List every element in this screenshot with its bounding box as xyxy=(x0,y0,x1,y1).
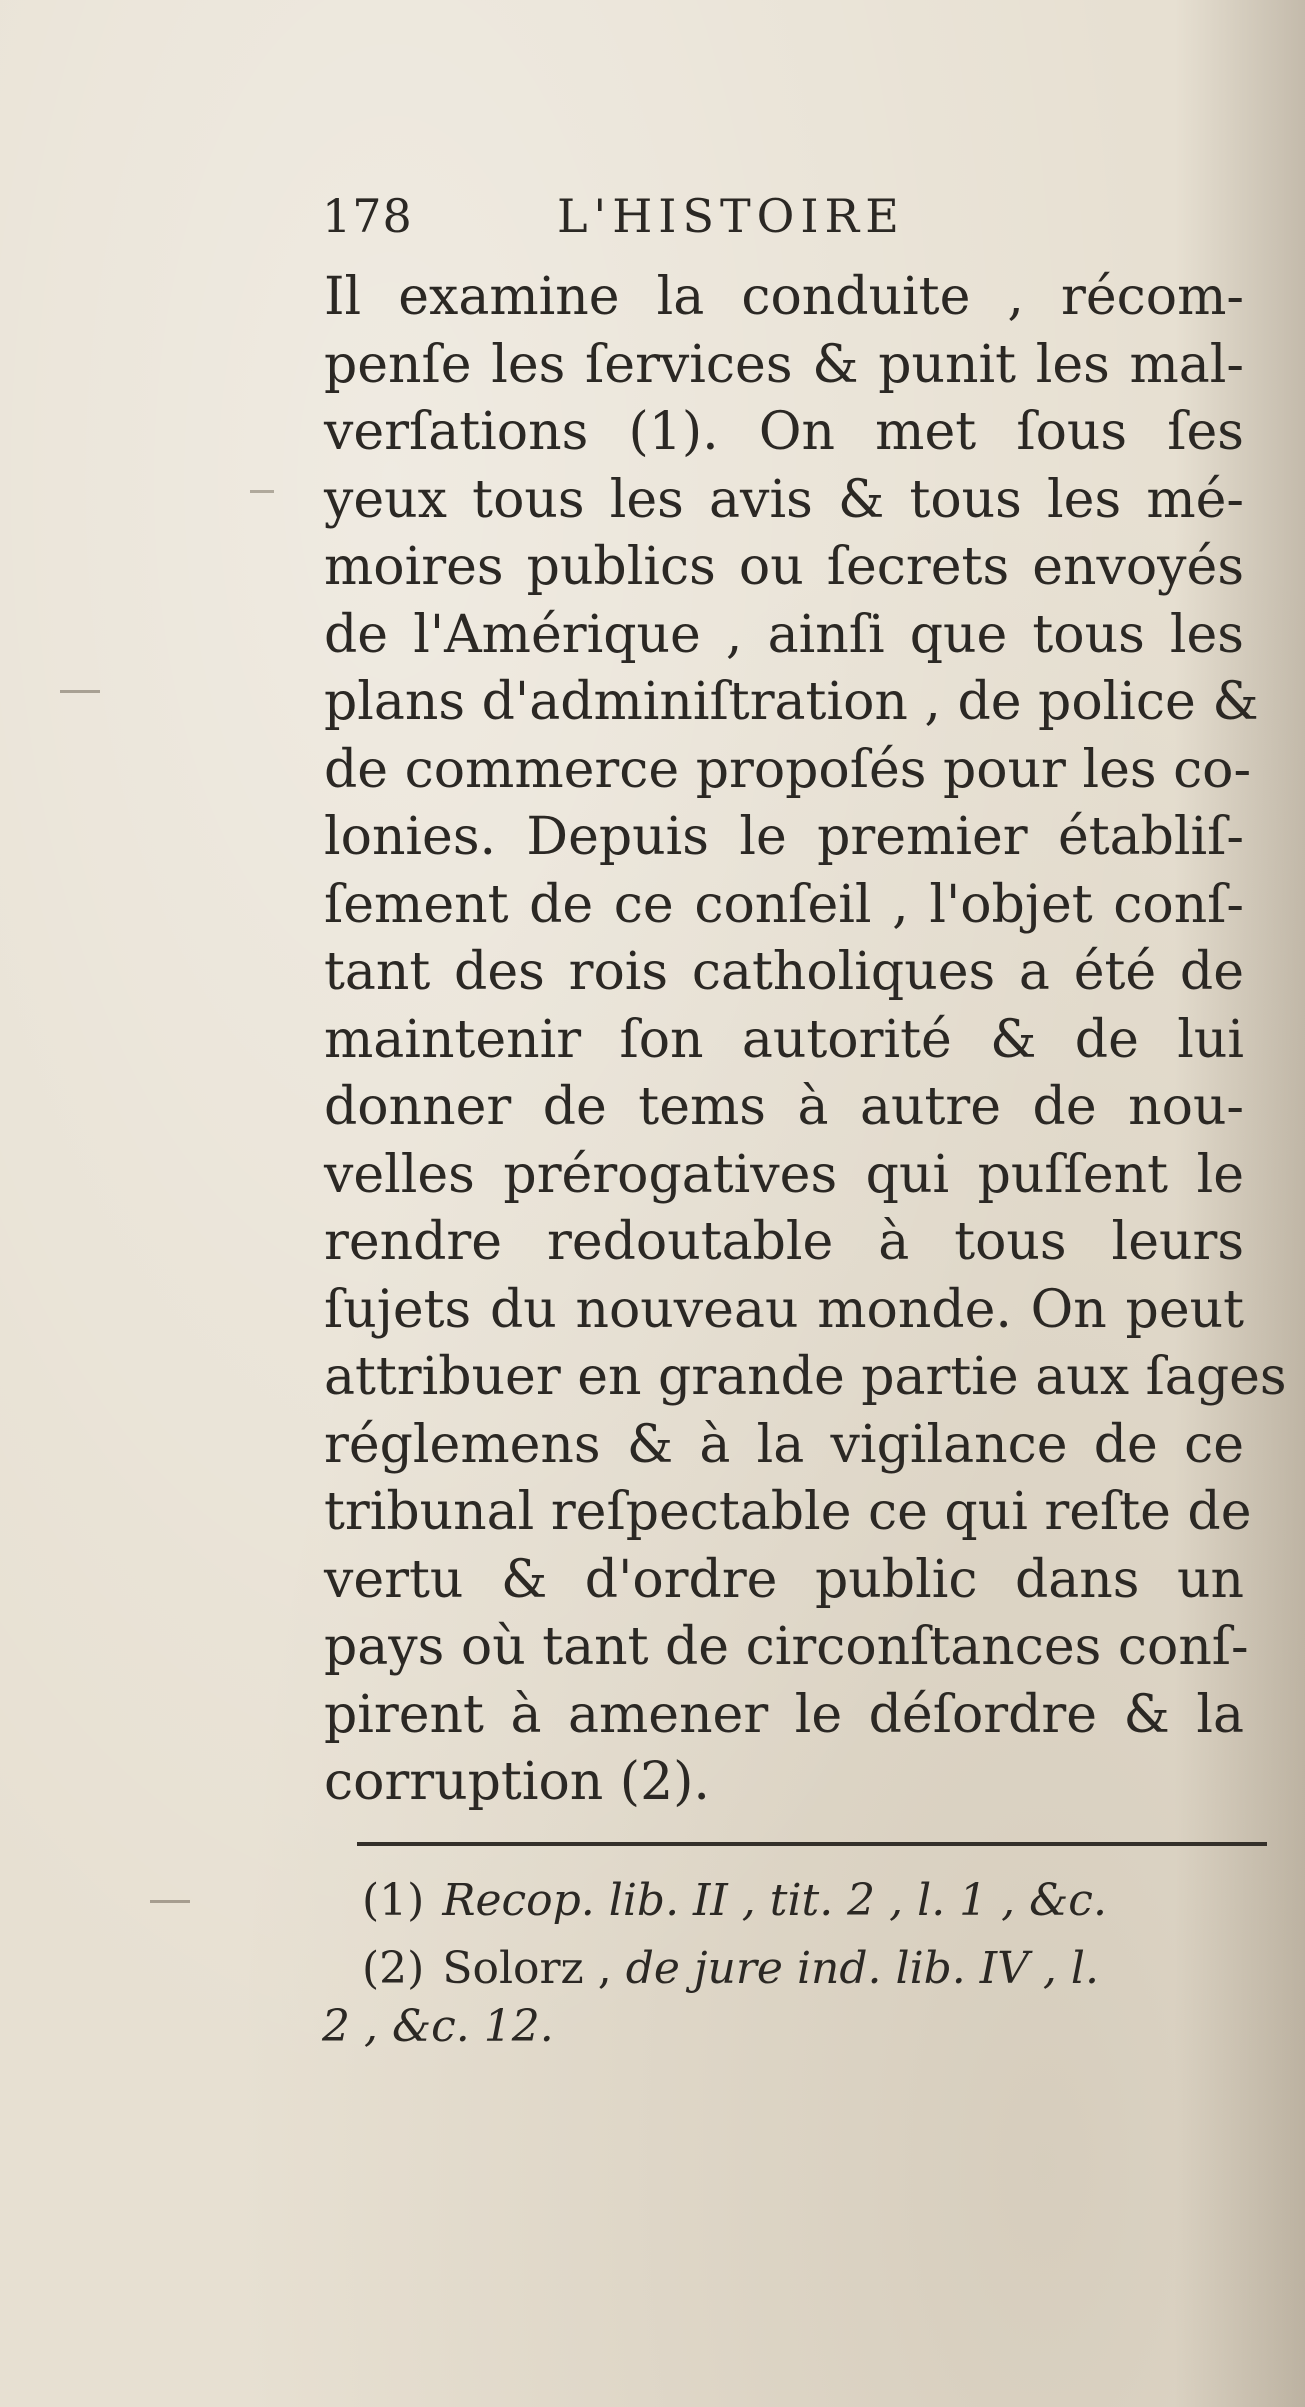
text-line: penſe les ſervices & punit les mal- xyxy=(324,334,1244,395)
text-line: vertu & d'ordre public dans un xyxy=(324,1549,1244,1610)
footnote-text: de jure ind. lib. IV , l. xyxy=(625,1943,1099,1994)
text-line: pays où tant de circonſtances conſ- xyxy=(324,1617,1249,1677)
footnote-continuation: 2 , &c. 12. xyxy=(322,2001,554,2052)
text-line: maintenir ſon autorité & de lui xyxy=(324,1009,1244,1070)
paper-blemish xyxy=(60,690,100,693)
text-line: rendre redoutable à tous leurs xyxy=(324,1212,1244,1272)
text-line: velles prérogatives qui puſſent le xyxy=(324,1144,1244,1205)
footnote-1 xyxy=(362,1872,1262,1930)
page-header xyxy=(322,186,962,246)
text-line: pirent à amener le déſordre & la xyxy=(324,1684,1244,1745)
text-line: tant des rois catholiques a été de xyxy=(324,942,1244,1002)
text-line: attribuer en grande partie aux ſages xyxy=(324,1347,1287,1407)
text-line: moires publics ou ſecrets envoyés xyxy=(324,537,1244,597)
text-line: yeux tous les avis & tous les mé- xyxy=(324,469,1244,530)
text-line: tribunal reſpectable ce qui reſte de xyxy=(324,1482,1252,1542)
text-line: donner de tems à autre de nou- xyxy=(324,1077,1244,1137)
text-line: lonies. Depuis le premier établiſ- xyxy=(324,807,1244,867)
running-title: L'HISTOIRE xyxy=(557,189,905,243)
text-line: de l'Amérique , ainſi que tous les xyxy=(324,604,1244,665)
footnote-mark: (1) xyxy=(362,1875,425,1926)
footnote-2 xyxy=(362,1940,1262,1998)
footnote-divider xyxy=(357,1842,1267,1846)
text-line: ſujets du nouveau monde. On peut xyxy=(324,1279,1244,1340)
footnotes xyxy=(322,1872,1262,2056)
text-line: corruption (2). xyxy=(324,1752,710,1812)
body-text xyxy=(324,264,1287,1817)
text-line: ſement de ce conſeil , l'objet conſ- xyxy=(324,874,1244,935)
text-line: verſations (1). On met ſous ſes xyxy=(324,402,1244,462)
paper-blemish xyxy=(150,1900,190,1903)
text-line: Il examine la conduite , récom- xyxy=(324,267,1244,327)
footnote-author: Solorz , xyxy=(442,1943,612,1994)
footnote-text: Recop. lib. II , tit. 2 , l. 1 , &c. xyxy=(442,1875,1107,1926)
footnote-mark: (2) xyxy=(362,1943,425,1994)
text-line: de commerce propoſés pour les co- xyxy=(324,739,1252,800)
page-number: 178 xyxy=(322,189,413,243)
text-line: réglemens & à la vigilance de ce xyxy=(324,1414,1244,1475)
text-line: plans d'adminiſtration , de police & xyxy=(324,672,1259,732)
paper-blemish xyxy=(250,490,274,493)
